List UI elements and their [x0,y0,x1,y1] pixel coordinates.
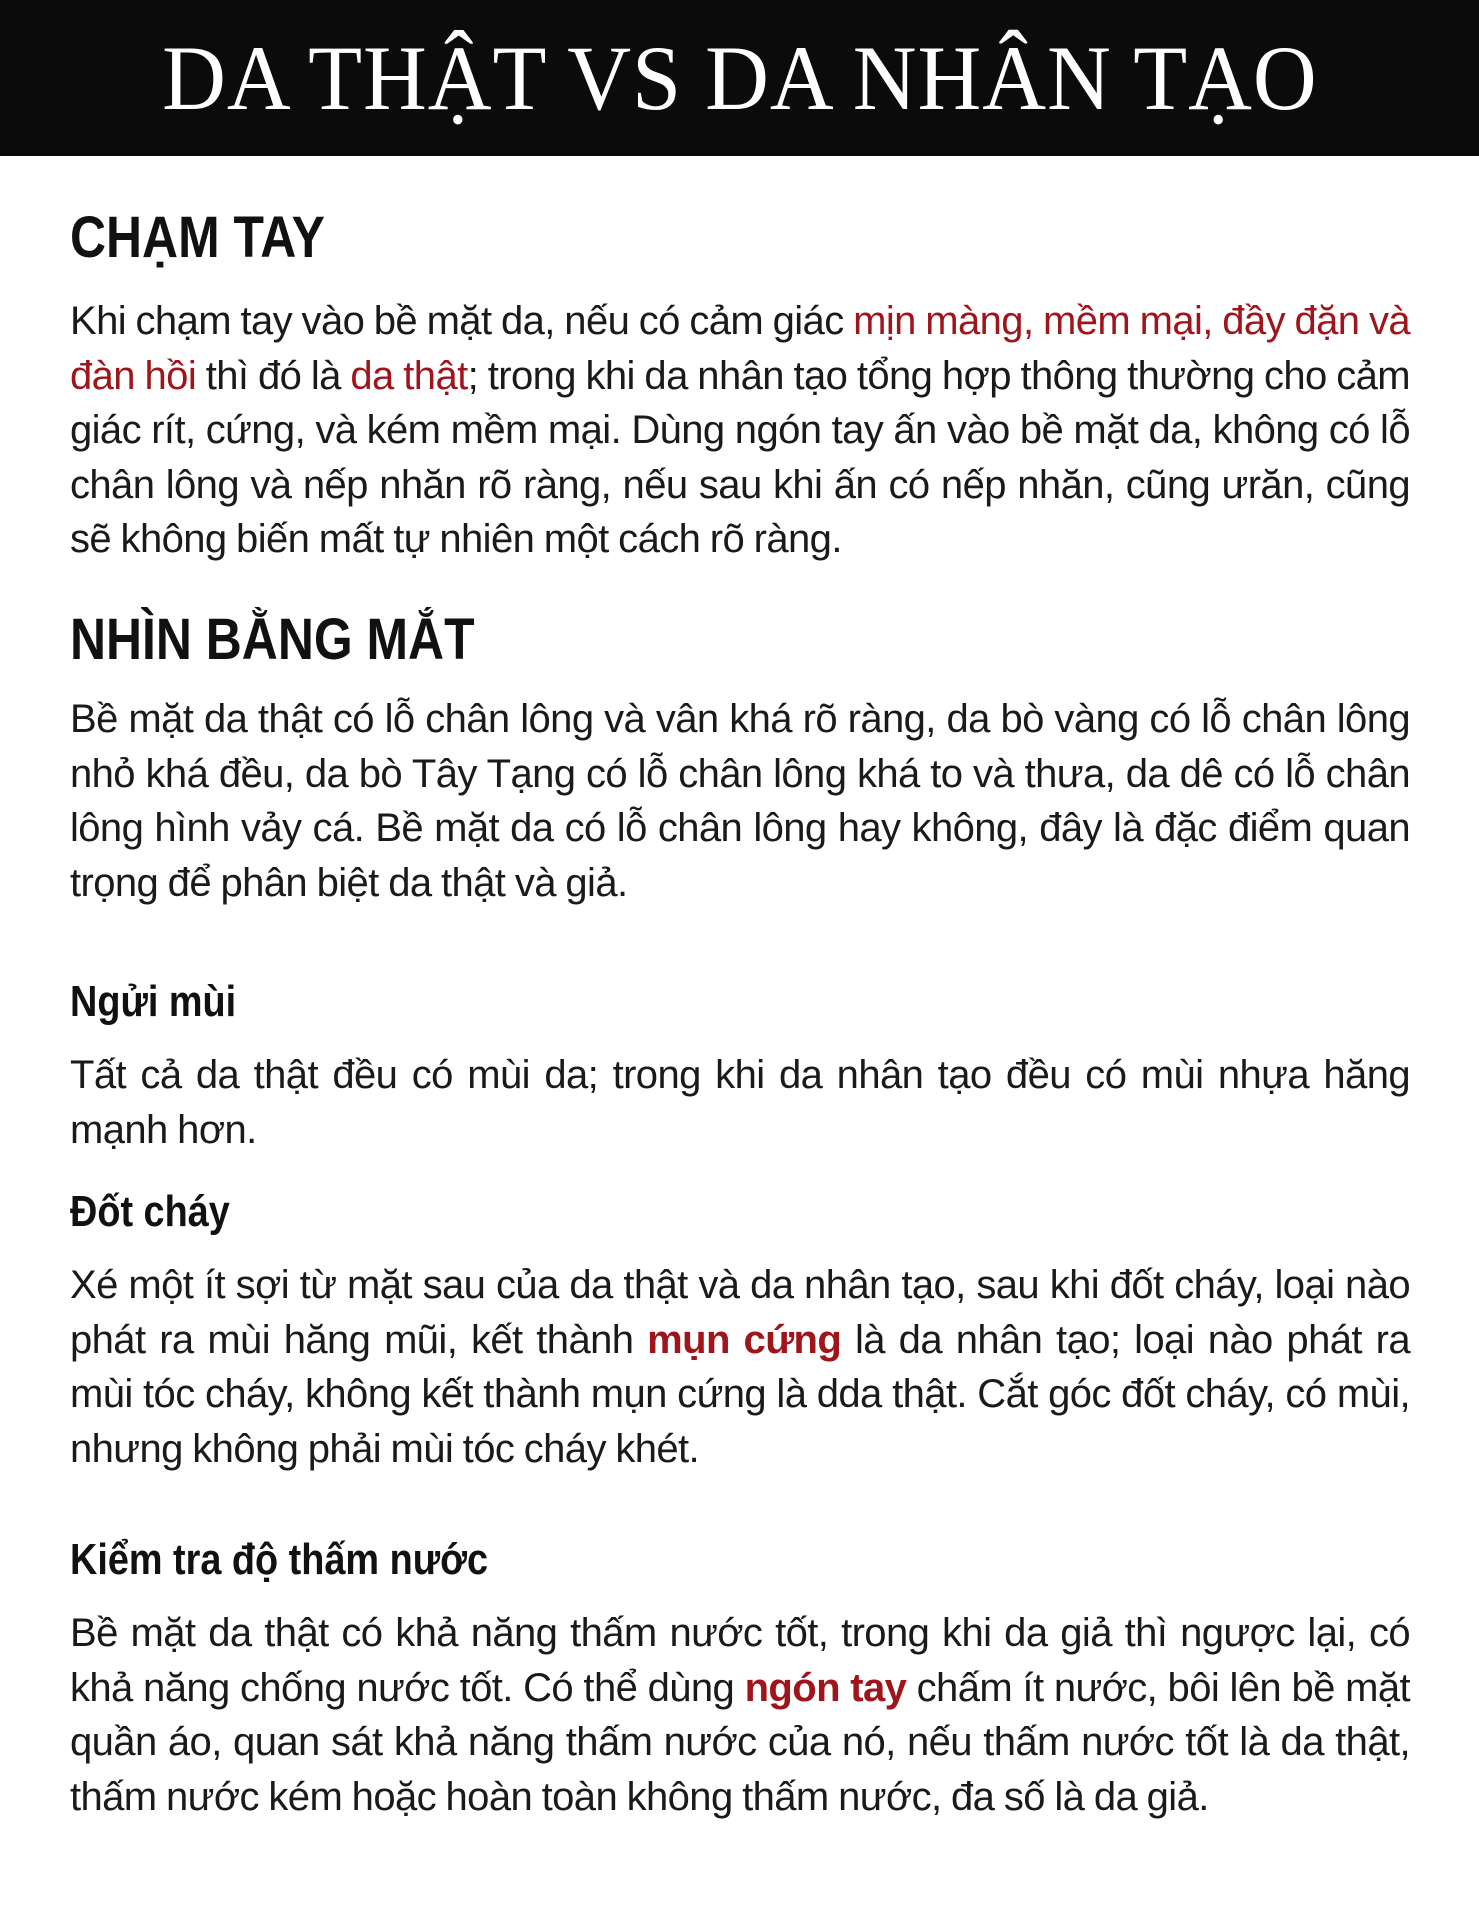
section-heading-cham-tay: CHẠM TAY [70,205,325,270]
section-text-dot-chay [70,1258,1410,1476]
page-title: DA THẬT VS DA NHÂN TẠO [161,27,1318,129]
title-banner [0,0,1479,156]
section-heading-dot-chay: Đốt cháy [70,1187,230,1236]
section-text-kiem-tra [70,1606,1410,1824]
highlight-text: mịn màng, mềm mại, đầy đặn và đàn hồi [70,299,1411,398]
text-run: Bề mặt da thật có khả năng thấm nước tốt, trong khi da giả thì ngược lại, có khả năng chống nước tốt. Có thể dùng [70,1611,1410,1710]
section-heading-ngui-mui: Ngửi mùi [70,977,237,1026]
highlight-text: da thật [350,353,468,398]
section-text-nhin-bang-mat: Bề mặt da thật có lỗ chân lông và vân khá rõ ràng, da bò vàng có lỗ chân lông nhỏ khá đều, da bò Tây Tạng có lỗ chân lông khá to và thưa, da dê có lỗ chân lông hình vảy cá. Bề mặt da có lỗ chân lông hay không, đây là đặc điểm quan trọng để phân biệt da thật và giả. [70,697,1410,905]
section-heading-nhin-bang-mat: NHÌN BẰNG MẮT [70,607,475,672]
section-text-ngui-mui: Tất cả da thật đều có mùi da; trong khi da nhân tạo đều có mùi nhựa hăng mạnh hơn. [70,1053,1410,1152]
highlight-text: mụn cứng [647,1317,842,1362]
text-run: chấm ít nước, bôi lên bề mặt quần áo, quan sát khả năng thấm nước của nó, nếu thấm nước tốt là da thật, thấm nước kém hoặc hoàn toàn không thấm nước, đa số là da giả. [70,1665,1410,1819]
text-run: Khi chạm tay vào bề mặt da, nếu có cảm giác [70,299,854,343]
text-run: Xé một ít sợi từ mặt sau của da thật và da nhân tạo, sau khi đốt cháy, loại nào phát ra mùi hăng mũi, kết thành [70,1263,1410,1362]
section-text-cham-tay [70,294,1410,567]
highlight-text: ngón tay [744,1665,907,1710]
text-run: thì đó là [196,353,351,398]
text-run: ; trong khi da nhân tạo tổng hợp thông thường cho cảm giác rít, cứng, và kém mềm mại. Dùng ngón tay ấn vào bề mặt da, không có lỗ chân lông và nếp nhăn rõ ràng, nếu sau khi ấn có nếp nhăn, cũng ưrăn, cũng sẽ không biến mất tự nhiên một cách rõ ràng. [70,353,1411,561]
text-run: là da nhân tạo; loại nào phát ra mùi tóc cháy, không kết thành mụn cứng là dda thật. Cắt góc đốt cháy, có mùi, nhưng không phải mùi tóc cháy khét. [70,1317,1411,1471]
section-heading-kiem-tra: Kiểm tra độ thấm nước [70,1535,489,1584]
